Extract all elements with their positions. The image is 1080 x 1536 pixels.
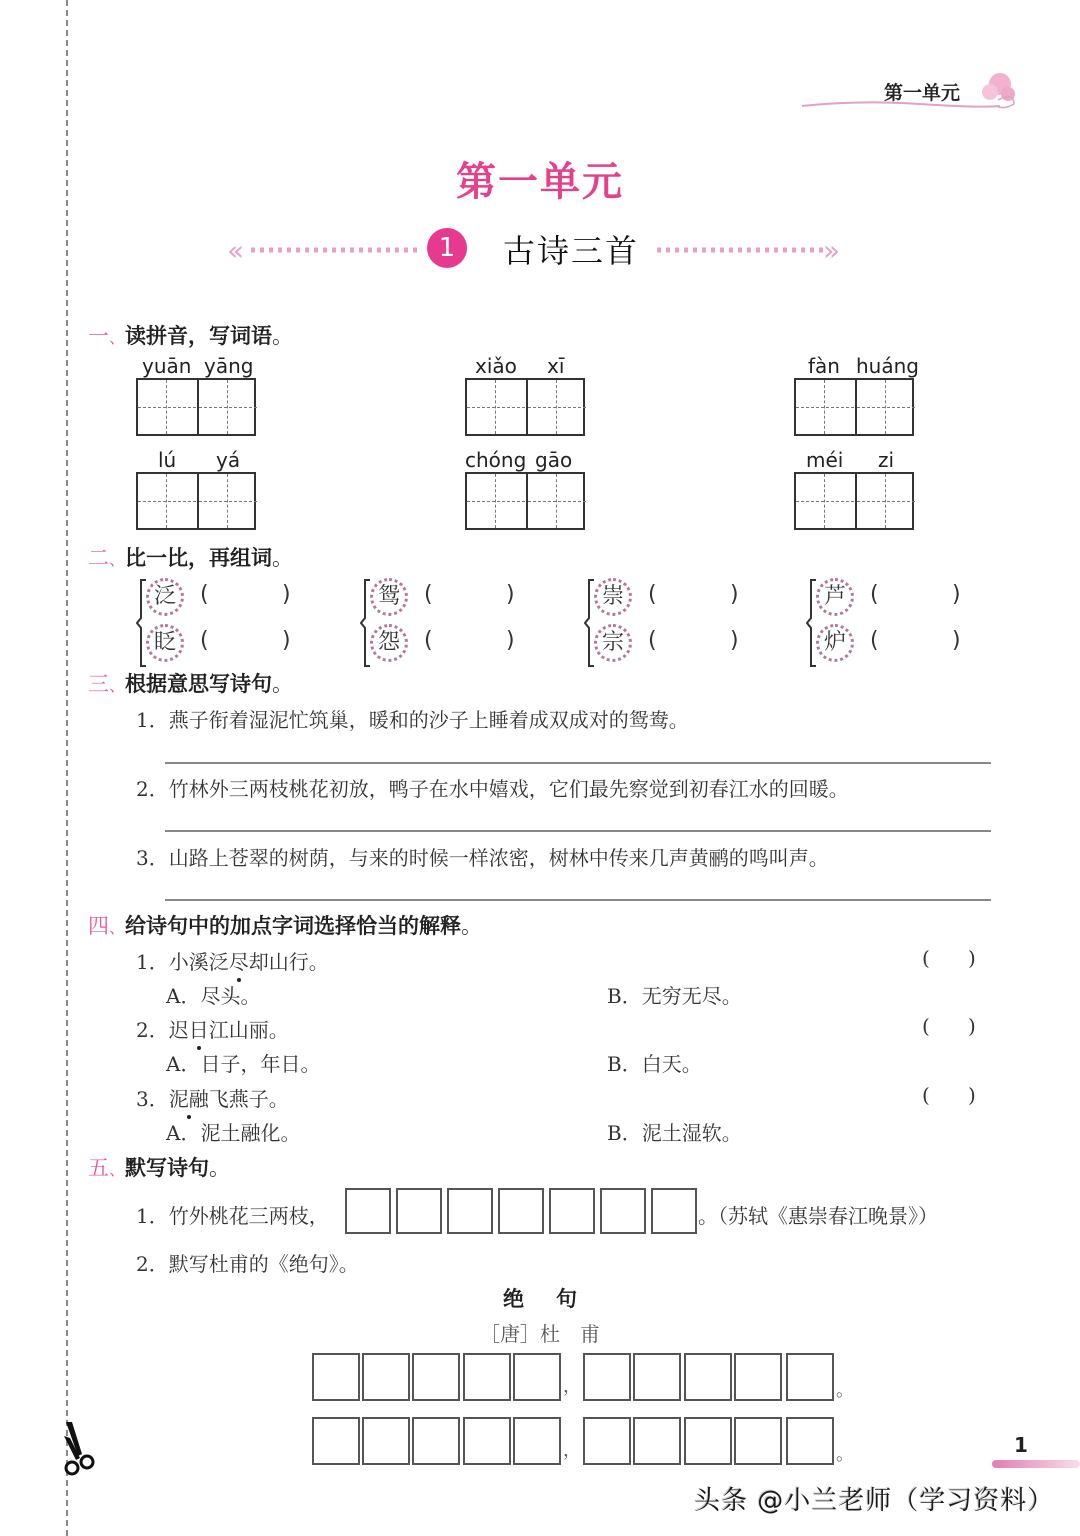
period-mark: 。 [836,1380,854,1401]
svg-text:«: « [227,234,245,267]
page-number: 1 [1014,1433,1028,1457]
answer-line[interactable] [165,830,991,832]
char-box[interactable] [447,1188,493,1234]
lesson-number-badge: 1 [427,228,467,268]
section-1-heading: 一、读拼音，写词语。 [88,324,294,348]
compare-pair: 芦 炉 ( ) ( ) [806,576,1006,672]
char-box[interactable] [633,1353,681,1401]
char-box[interactable] [583,1353,631,1401]
tianzige-answer-box[interactable] [136,472,256,530]
question-text: 2．竹林外三两枝桃花初放，鸭子在水中嬉戏，它们最先察觉到初春江水的回暖。 [136,777,849,801]
source-citation: 。（苏轼《惠崇春江晚景》） [698,1204,938,1228]
char-box[interactable] [362,1353,410,1401]
tianzige-answer-box[interactable] [465,472,585,530]
tianzige-answer-box[interactable] [465,378,585,436]
tianzige-answer-box[interactable] [794,378,914,436]
section-2-heading: 二、比一比，再组词。 [88,546,294,570]
lesson-heading [225,222,855,278]
answer-line[interactable] [165,899,991,901]
question-text: 2．默写杜甫的《绝句》。 [136,1252,359,1276]
compare-pair: 泛 眨 ( ) ( ) [136,576,336,672]
compare-pair: 崇 宗 ( ) ( ) [584,576,784,672]
answer-paren[interactable]: ( ) [922,946,976,970]
running-header-title: 第一单元 [884,82,961,104]
char-box[interactable] [345,1188,391,1234]
comma-mark: ， [563,1376,581,1397]
char-box[interactable] [734,1353,782,1401]
running-header [800,70,1030,120]
tianzige-answer-box[interactable] [794,472,914,530]
option-a[interactable]: A．日子，年日。 [166,1052,321,1076]
section-3-heading: 三、根据意思写诗句。 [88,672,294,696]
char-box[interactable] [513,1353,561,1401]
char-box[interactable] [498,1188,544,1234]
char-box[interactable] [412,1353,460,1401]
char-box[interactable] [312,1417,360,1465]
question-text: 3．山路上苍翠的树荫，与来的时候一样浓密，树林中传来几声黄鹂的鸣叫声。 [136,846,829,870]
char-box[interactable] [651,1188,697,1234]
char-box[interactable] [463,1417,511,1465]
answer-line[interactable] [165,762,991,764]
char-box[interactable] [734,1417,782,1465]
svg-text:»: » [823,234,841,267]
page-number-bar [992,1460,1080,1468]
watermark: 头条 @小兰老师（学习资料） [694,1486,1055,1516]
char-box[interactable] [684,1417,732,1465]
option-a[interactable]: A．泥土融化。 [166,1121,301,1145]
question-text: 1．竹外桃花三两枝， [136,1204,329,1228]
compare-pair: 鸳 怨 ( ) ( ) [360,576,560,672]
section-5-heading: 五、默写诗句。 [88,1156,231,1180]
char-box[interactable] [396,1188,442,1234]
option-b[interactable]: B．泥土湿软。 [607,1121,742,1145]
poem-author: ［唐］杜 甫 [480,1322,600,1346]
section-4-heading: 四、给诗句中的加点字词选择恰当的解释。 [88,914,483,938]
poem-title: 绝句 [503,1286,609,1311]
char-box[interactable] [786,1353,834,1401]
char-box[interactable] [513,1417,561,1465]
char-box[interactable] [312,1353,360,1401]
answer-paren[interactable]: ( ) [922,1014,976,1038]
char-box[interactable] [786,1417,834,1465]
tianzige-answer-box[interactable] [136,378,256,436]
char-box[interactable] [583,1417,631,1465]
char-box[interactable] [412,1417,460,1465]
question-text: 3．泥融飞燕子。 [136,1087,289,1111]
option-b[interactable]: B．无穷无尽。 [607,984,742,1008]
lesson-title: 古诗三首 [503,232,640,270]
char-box[interactable] [549,1188,595,1234]
unit-title: 第一单元 [456,159,624,205]
question-text: 1．小溪泛尽却山行。 [136,950,329,974]
comma-mark: ， [563,1440,581,1461]
char-box[interactable] [362,1417,410,1465]
answer-paren[interactable]: ( ) [922,1083,976,1107]
period-mark: 。 [836,1444,854,1465]
char-box[interactable] [684,1353,732,1401]
scissors-icon [60,1420,102,1480]
option-a[interactable]: A．尽头。 [166,984,261,1008]
question-text: 1．燕子衔着湿泥忙筑巢，暖和的沙子上睡着成双成对的鸳鸯。 [136,708,689,732]
char-box[interactable] [633,1417,681,1465]
char-box[interactable] [600,1188,646,1234]
char-box[interactable] [463,1353,511,1401]
question-text: 2．迟日江山丽。 [136,1018,289,1042]
option-b[interactable]: B．白天。 [607,1052,702,1076]
